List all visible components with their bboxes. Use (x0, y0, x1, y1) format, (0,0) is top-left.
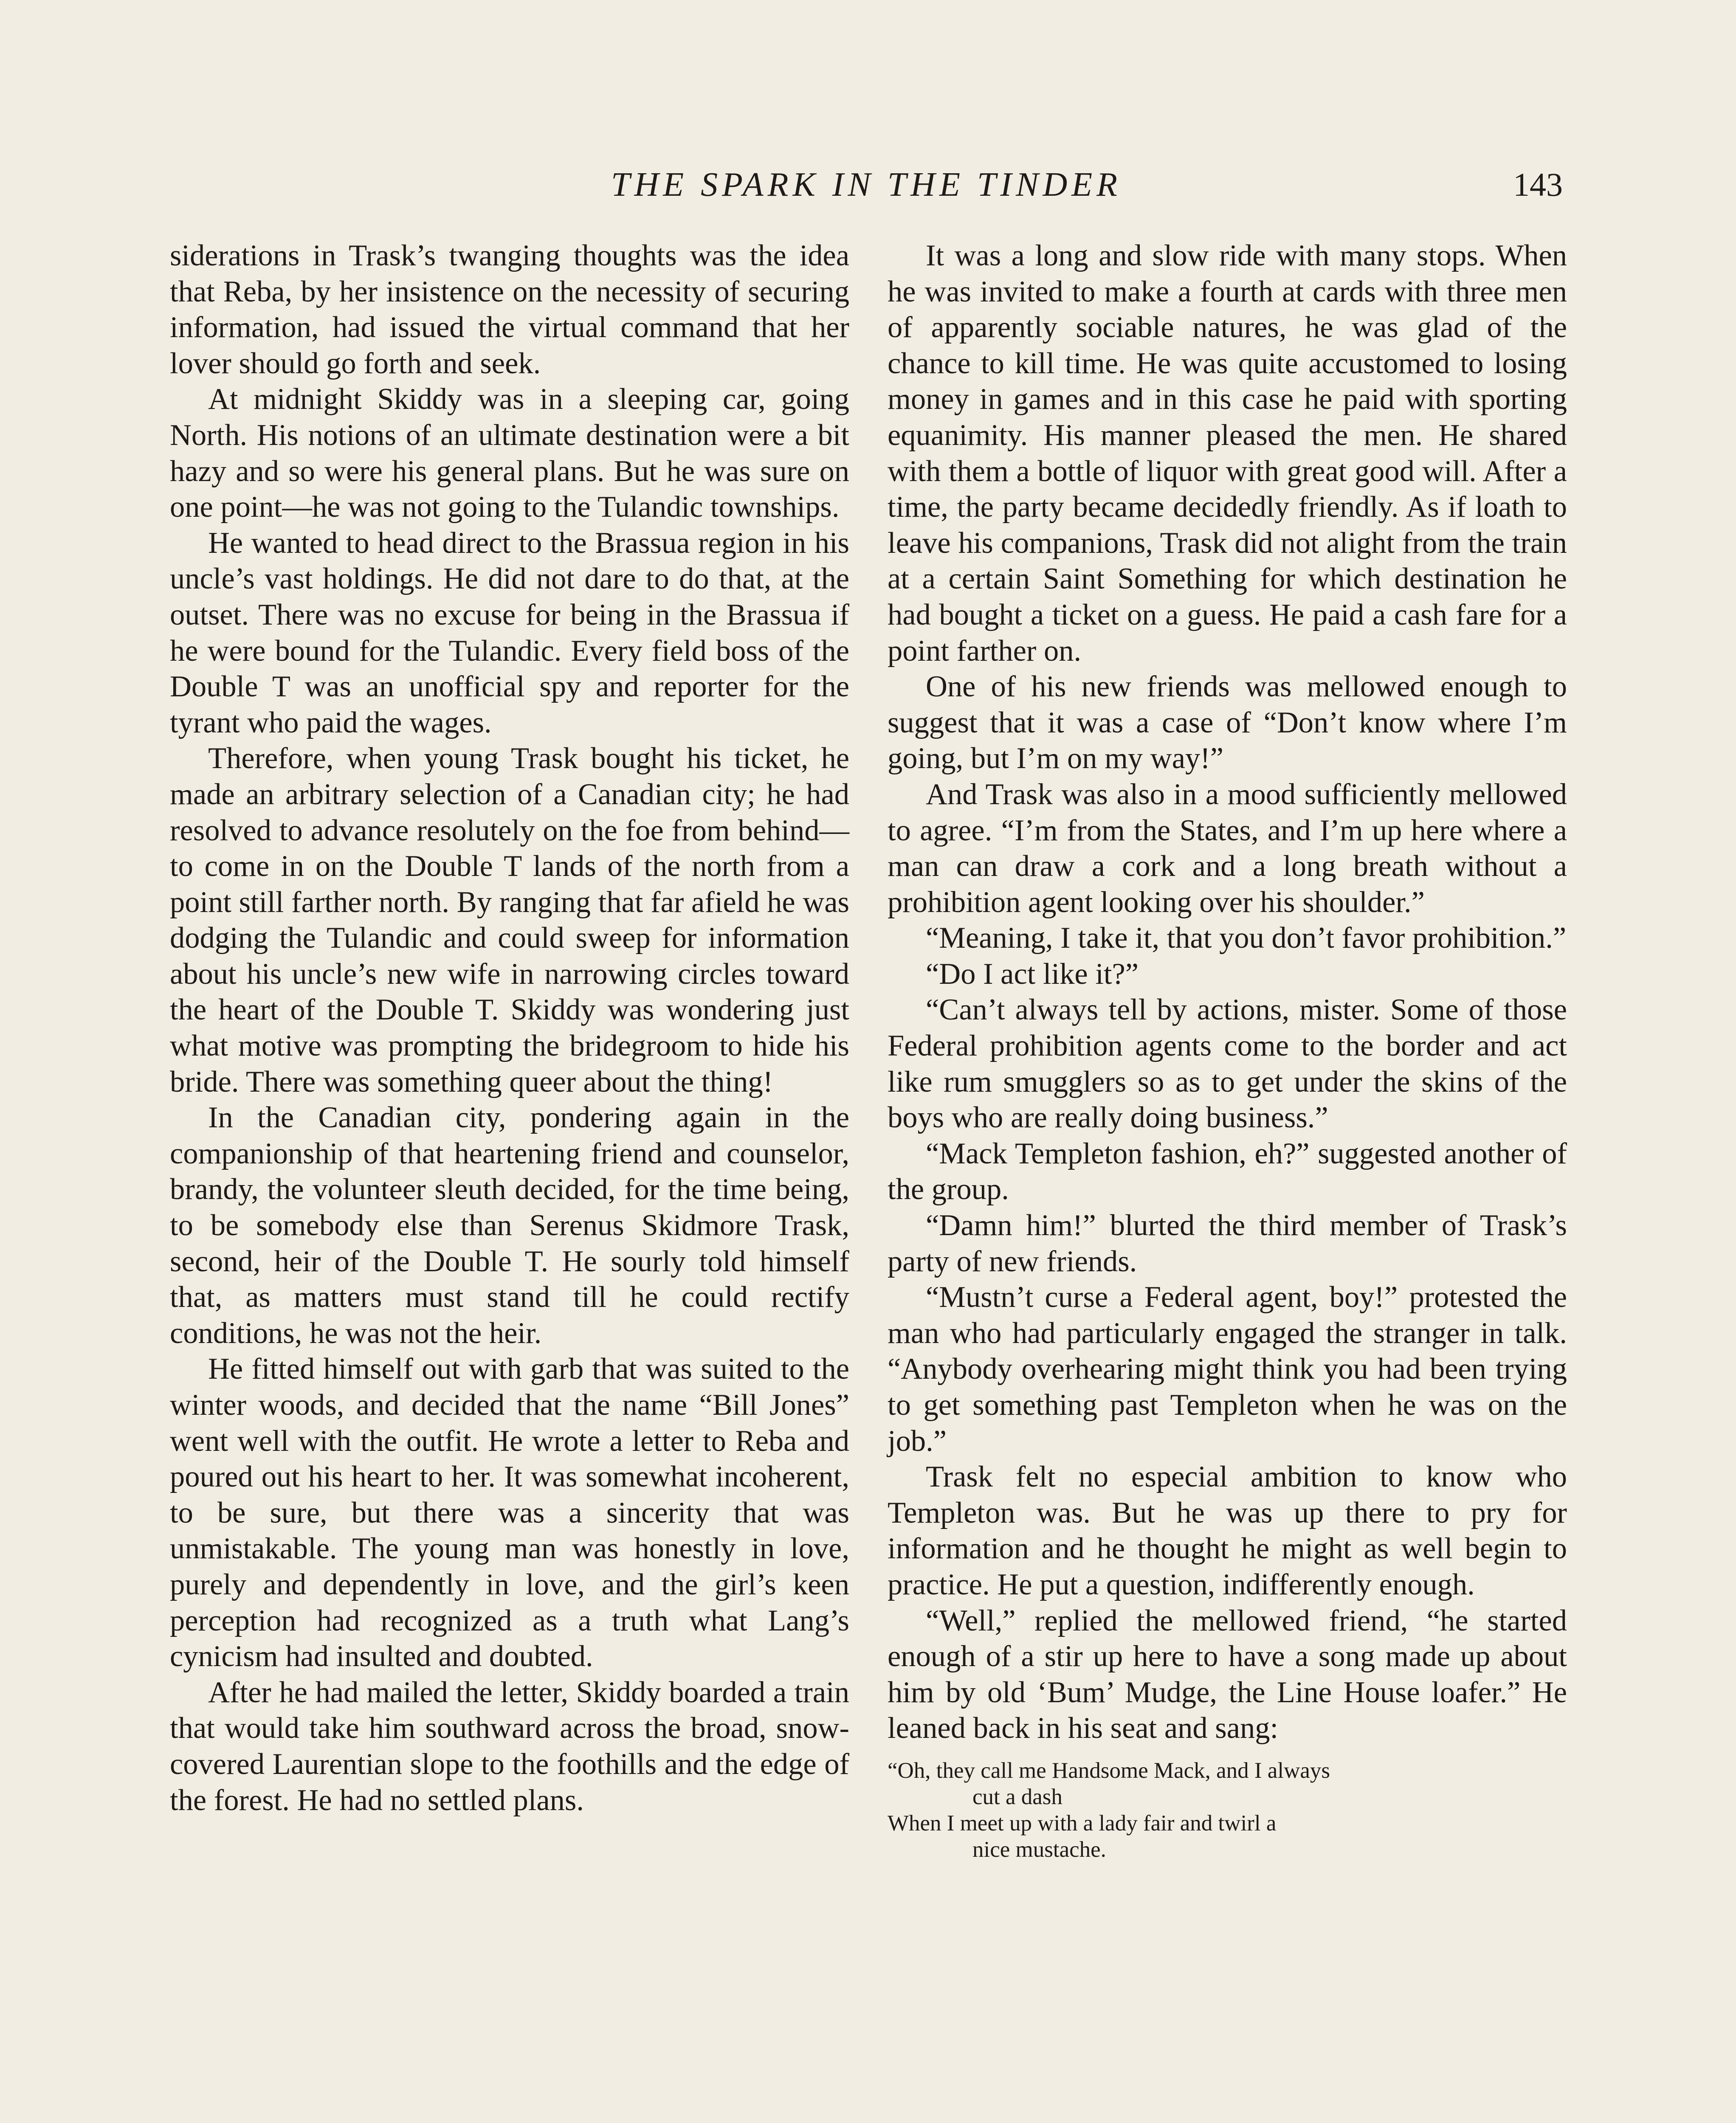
paragraph: He wanted to head direct to the Brassua region in his uncle’s vast holdings. He did not dare to do that, at the outset. There was no excuse for being in the Brassua if he were bound for the Tulandic. Every field boss of the Double T was an unofficial spy and reporter for the tyrant who paid the wages. (170, 526, 849, 739)
paragraph: Trask felt no especial ambition to know who Templeton was. But he was up there to pry for information and he thought he might as well begin to practice. He put a question, indifferently enough. (888, 1460, 1567, 1601)
paragraph: He fitted himself out with garb that was suited to the winter woods, and decided that the name “Bill Jones” went well with the outfit. He wrote a letter to Reba and poured out his heart to her. It was somewhat incoherent, to be sure, but there was a sincerity that was unmistakable. The young man was honestly in love, purely and dependently in love, and the girl’s keen perception had recognized as a truth what Lang’s cynicism had insulted and doubted. (170, 1352, 849, 1673)
paragraph: “Meaning, I take it, that you don’t favor prohibition.” (926, 921, 1567, 955)
paragraph: “Damn him!” blurted the third member of Trask’s party of new friends. (888, 1209, 1567, 1278)
paragraph: “Mustn’t curse a Federal agent, boy!” protested the man who had particularly engaged the stranger in talk. “Anybody overhearing might think you had been trying to get something past Templeton when he was on the job.” (888, 1281, 1567, 1458)
verse-line-continuation: cut a dash (972, 1784, 1062, 1809)
left-column (170, 238, 849, 1818)
paragraph: In the Canadian city, pondering again in the companionship of that heartening friend and counselor, brandy, the volunteer sleuth decided, for the time being, to be somebody else than Serenus Skidmore Trask, second, heir of the Double T. He sourly told himself that, as matters must stand till he could rectify conditions, he was not the heir. (170, 1101, 849, 1350)
paragraph: “Can’t always tell by actions, mister. Some of those Federal prohibition agents come to the border and act like rum smugglers so as to get under the skins of the boys who are really doing business.” (888, 993, 1567, 1135)
song-verse (888, 1757, 1567, 1863)
paragraph: “Do I act like it?” (926, 957, 1139, 991)
verse-line: “Oh, they call me Handsome Mack, and I always (888, 1758, 1330, 1783)
right-column (888, 238, 1567, 1863)
verse-line: When I meet up with a lady fair and twirl a (888, 1810, 1277, 1836)
paragraph: siderations in Trask’s twanging thoughts was the idea that Reba, by her insistence on the necessity of securing information, had issued the virtual command that her lover should go forth and seek. (170, 239, 849, 380)
paragraph: “Well,” replied the mellowed friend, “he started enough of a stir up here to have a song made up about him by old ‘Bum’ Mudge, the Line House loafer.” He leaned back in his seat and sang: (888, 1604, 1567, 1745)
verse-line-continuation: nice mustache. (972, 1837, 1106, 1862)
paragraph: One of his new friends was mellowed enough to suggest that it was a case of “Don’t know where I’m going, but I’m on my way!” (888, 670, 1567, 775)
paragraph: Therefore, when young Trask bought his ticket, he made an arbitrary selection of a Canadian city; he had resolved to advance resolutely on the foe from behind—to come in on the Double T lands of the north from a point still farther north. By ranging that far afield he was dodging the Tulandic and could sweep for information about his uncle’s new wife in narrowing circles toward the heart of the Double T. Skiddy was wondering just what motive was prompting the bridegroom to hide his bride. There was something queer about the thing! (170, 742, 849, 1098)
paragraph: It was a long and slow ride with many stops. When he was invited to make a fourth at cards with three men of apparently sociable natures, he was glad of the chance to kill time. He was quite accustomed to losing money in games and in this case he paid with sporting equanimity. His manner pleased the men. He shared with them a bottle of liquor with great good will. After a time, the party became decidedly friendly. As if loath to leave his companions, Trask did not alight from the train at a certain Saint Something for which destination he had bought a ticket on a guess. He paid a cash fare for a point farther on. (888, 239, 1567, 667)
page-number: 143 (1513, 166, 1563, 203)
paragraph: “Mack Templeton fashion, eh?” suggested another of the group. (888, 1137, 1567, 1206)
paragraph: After he had mailed the letter, Skiddy boarded a train that would take him southward across the broad, snow-covered Laurentian slope to the foothills and the edge of the forest. He had no settled plans. (170, 1675, 849, 1817)
paragraph: And Trask was also in a mood sufficiently mellowed to agree. “I’m from the States, and I’m up here where a man can draw a cork and a long breath without a prohibition agent looking over his shoulder.” (888, 777, 1567, 919)
paragraph: At midnight Skiddy was in a sleeping car, going North. His notions of an ultimate destination were a bit hazy and so were his general plans. But he was sure on one point—he was not going to the Tulandic townships. (170, 383, 849, 524)
running-head (170, 166, 1563, 212)
running-title: THE SPARK IN THE TINDER (611, 166, 1122, 203)
